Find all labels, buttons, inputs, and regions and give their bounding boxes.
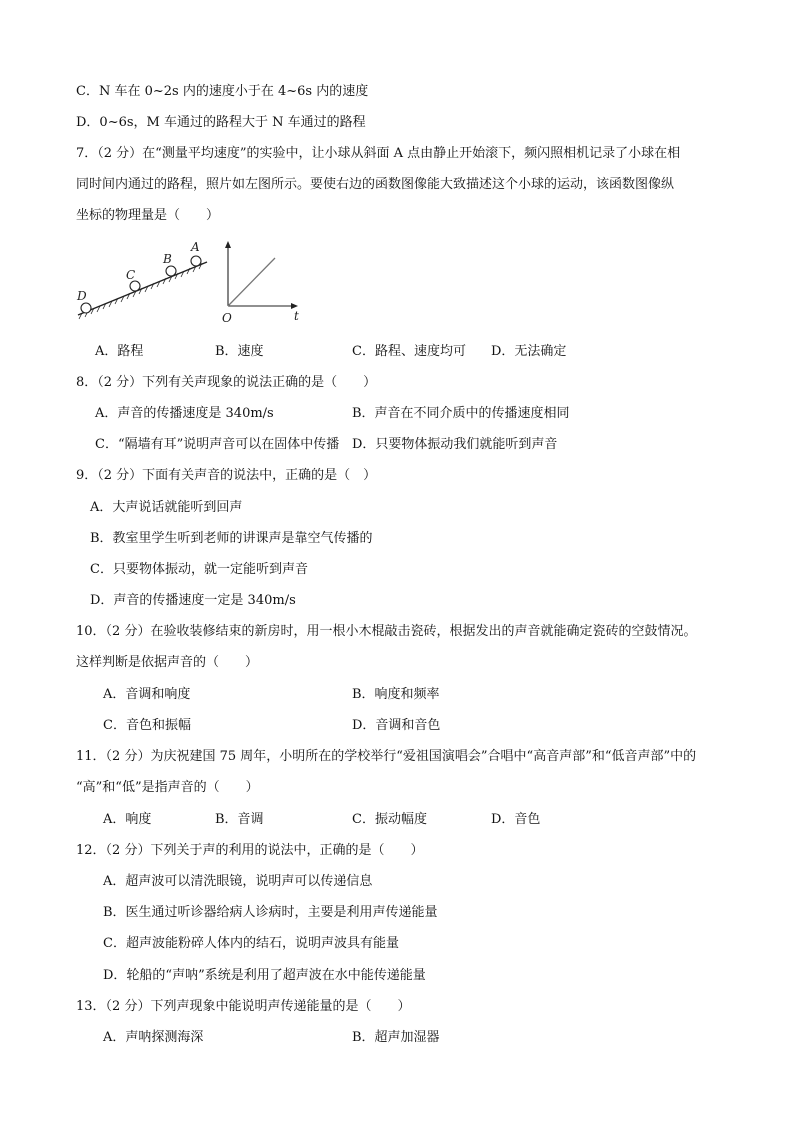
q10-option-a: A．音调和响度 [103,687,191,702]
q8-option-b: B．声音在不同介质中的传播速度相同 [352,406,570,421]
q13-option-b: B．超声加湿器 [352,1030,440,1045]
q11-option-c: C．振动幅度 [352,812,427,827]
graph-line [228,258,275,306]
q11-option-a: A．响度 [103,812,152,827]
q7-stem-line3: 坐标的物理量是（ ） [76,208,220,223]
q7-option-a: A．路程 [95,344,144,359]
q11-stem-line2: “高”和“低”是指声音的（ ） [76,780,259,795]
q7-figure [72,236,312,332]
q12-option-d: D．轮船的“声呐”系统是利用了超声波在水中能传递能量 [103,968,426,983]
q8-option-c: C．“隔墙有耳”说明声音可以在固体中传播 [95,437,340,452]
t-axis-label: t [294,309,299,323]
ball-d [81,303,91,313]
q9-stem: 9．（2 分）下面有关声音的说法中，正确的是（ ） [76,468,377,483]
label-b: B [163,252,172,266]
y-axis-arrow [225,241,231,248]
q11-option-b: B．音调 [215,812,264,827]
q8-option-a: A．声音的传播速度是 340m/s [95,406,274,421]
q12-option-c: C．超声波能粉碎人体内的结石，说明声波具有能量 [103,936,399,951]
q10-option-b: B．响度和频率 [352,687,440,702]
q8-stem: 8．（2 分）下列有关声现象的说法正确的是（ ） [76,375,377,390]
q11-stem-line1: 11．（2 分）为庆祝建国 75 周年，小明所在的学校举行“爱祖国演唱会”合唱中“高音声部”和“低音声部”中的 [76,749,697,764]
q6-option-d: D．0~6s，M 车通过的路程大于 N 车通过的路程 [76,115,366,130]
q10-option-c: C．音色和振幅 [103,718,191,733]
q12-option-b: B．医生通过听诊器给病人诊病时，主要是利用声传递能量 [103,905,438,920]
q7-option-b: B．速度 [215,344,264,359]
q10-stem-line2: 这样判断是依据声音的（ ） [76,655,259,670]
origin-label: O [222,311,232,325]
label-d: D [77,289,87,303]
q13-stem: 13．（2 分）下列声现象中能说明声传递能量的是（ ） [76,999,411,1014]
motion-graph [222,241,299,325]
q9-option-a: A．大声说话就能听到回声 [90,500,243,515]
q8-option-d: D．只要物体振动我们就能听到声音 [352,437,558,452]
q7-stem-line2: 同时间内通过的路程，照片如左图所示。要使右边的函数图像能大致描述这个小球的运动，该函数图像纵 [76,177,675,192]
ball-c [130,281,140,291]
q9-option-c: C．只要物体振动，就一定能听到声音 [90,562,308,577]
ball-b [166,266,176,276]
label-c: C [126,268,136,282]
incline-hatching [79,263,202,319]
q7-option-d: D．无法确定 [491,344,567,359]
q13-option-a: A．声呐探测海深 [103,1030,204,1045]
incline-diagram [76,240,207,319]
q11-option-d: D．音色 [491,812,541,827]
ball-a [191,256,201,266]
q12-option-a: A．超声波可以清洗眼镜，说明声可以传递信息 [103,874,373,889]
q9-option-b: B．教室里学生听到老师的讲课声是靠空气传播的 [90,531,373,546]
q9-option-d: D．声音的传播速度一定是 340m/s [90,593,296,608]
q7-option-c: C．路程、速度均可 [352,344,466,359]
q6-option-c: C．N 车在 0~2s 内的速度小于在 4~6s 内的速度 [76,84,369,99]
q10-stem-line1: 10．（2 分）在验收装修结束的新房时，用一根小木棍敲击瓷砖，根据发出的声音就能确定瓷砖的空鼓情况。 [76,624,697,639]
q10-option-d: D．音调和音色 [352,718,441,733]
label-a: A [191,240,200,254]
q7-stem-line1: 7．（2 分）在“测量平均速度”的实验中，让小球从斜面 A 点由静止开始滚下，频闪照相机记录了小球在相 [76,146,681,161]
q12-stem: 12．（2 分）下列关于声的利用的说法中，正确的是（ ） [76,843,424,858]
